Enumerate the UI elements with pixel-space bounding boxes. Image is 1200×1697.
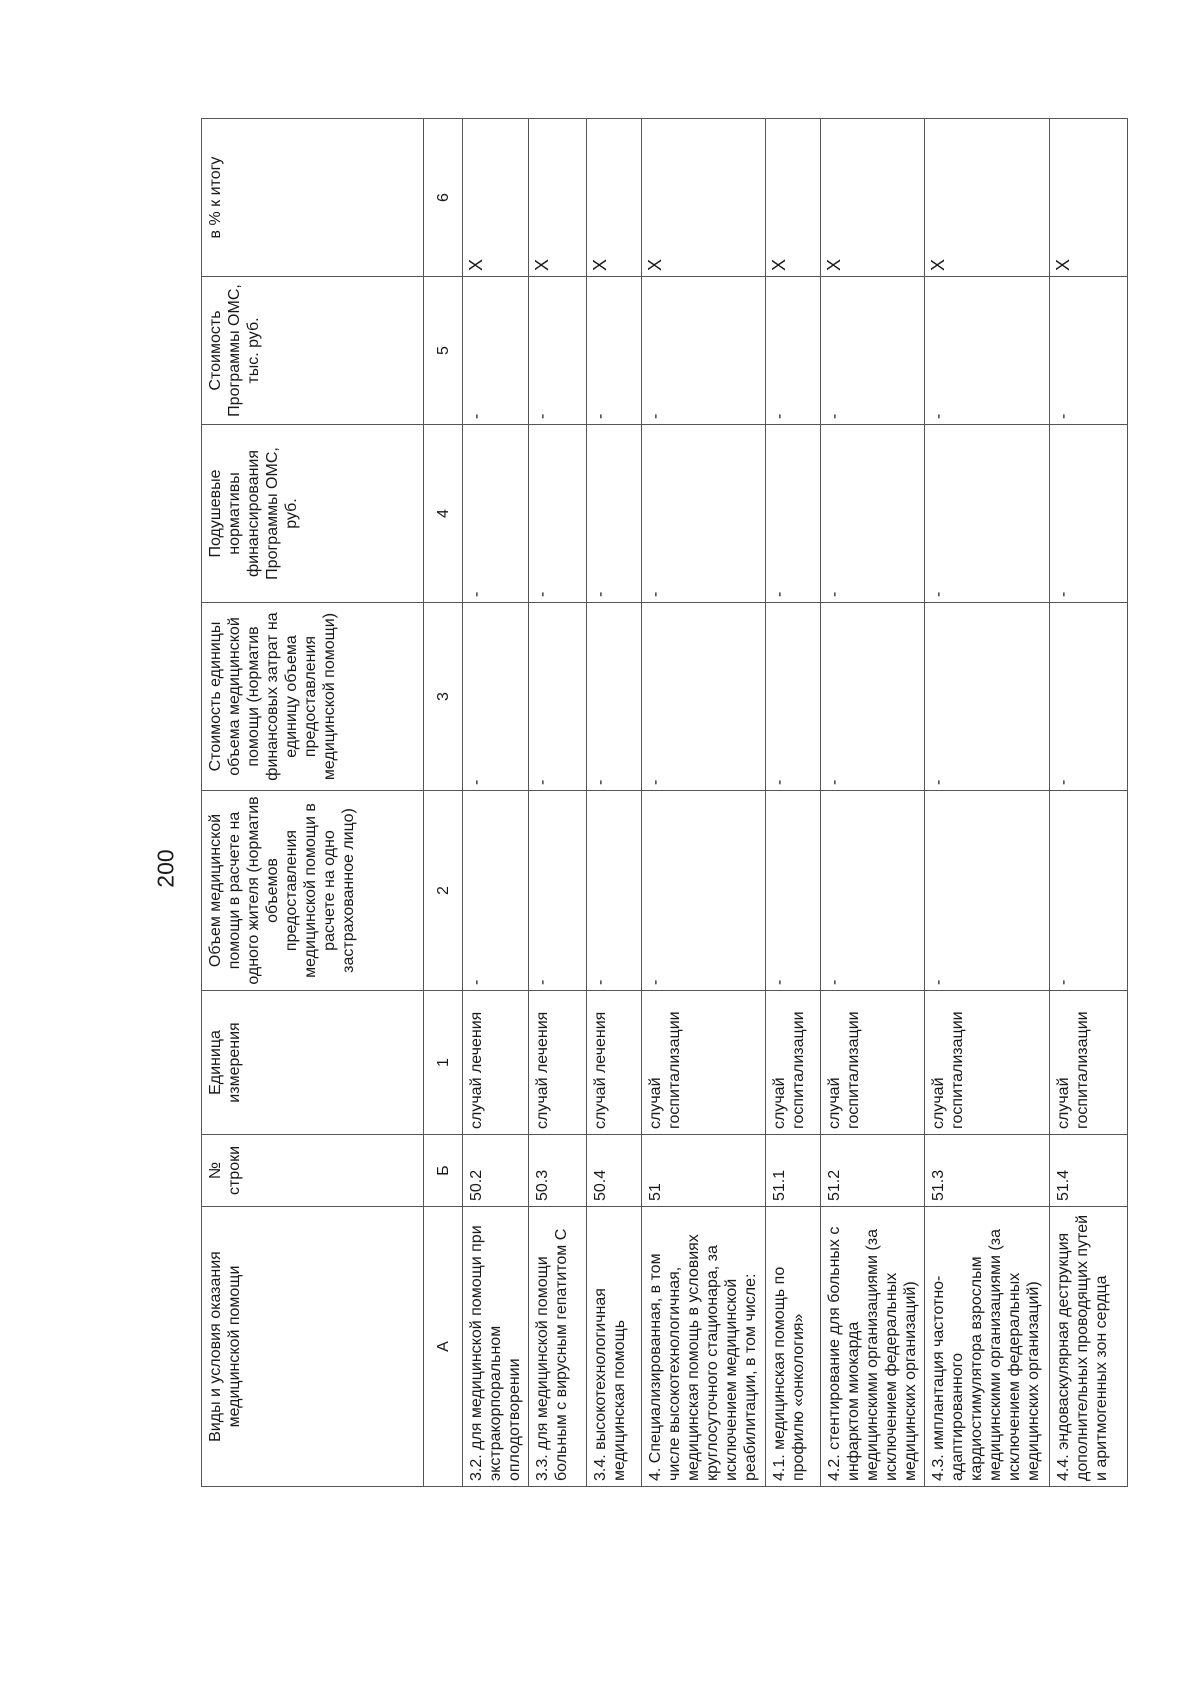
- header-cell: Единица измерения: [202, 991, 424, 1135]
- row-value-cell: -: [821, 277, 925, 425]
- header-cell: в % к итогу: [202, 119, 424, 277]
- row-value-cell: Х: [1050, 119, 1128, 277]
- row-line-cell: 51.3: [925, 1135, 1050, 1207]
- column-number-row: [424, 119, 463, 1487]
- page-number: 200: [152, 849, 179, 888]
- row-line-cell: 51.1: [766, 1135, 821, 1207]
- table-row: [1050, 119, 1128, 1487]
- row-name-cell: 3.4. высокотехнологичная медицинская помощь: [587, 1207, 642, 1487]
- row-unit-cell: случай лечения: [529, 991, 587, 1135]
- table-row: [642, 119, 766, 1487]
- row-value-cell: -: [1050, 277, 1128, 425]
- row-value-cell: -: [529, 603, 587, 791]
- row-value-cell: -: [463, 603, 529, 791]
- row-value-cell: -: [587, 791, 642, 991]
- row-value-cell: -: [1050, 791, 1128, 991]
- column-number-cell: А: [424, 1207, 463, 1487]
- column-number-cell: 2: [424, 791, 463, 991]
- row-value-cell: -: [587, 603, 642, 791]
- row-name-cell: 3.3. для медицинской помощи больным с вирусным гепатитом С: [529, 1207, 587, 1487]
- row-value-cell: -: [587, 277, 642, 425]
- row-unit-cell: случай госпитализации: [766, 991, 821, 1135]
- row-value-cell: Х: [529, 119, 587, 277]
- row-line-cell: 50.3: [529, 1135, 587, 1207]
- row-value-cell: -: [642, 791, 766, 991]
- row-value-cell: -: [821, 425, 925, 603]
- row-unit-cell: случай госпитализации: [821, 991, 925, 1135]
- table-row: [821, 119, 925, 1487]
- row-name-cell: 4.2. стентирование для больных с инфарктом миокарда медицинскими организациями (за исключением федеральных медицинских организаций): [821, 1207, 925, 1487]
- row-value-cell: Х: [766, 119, 821, 277]
- column-number-cell: 3: [424, 603, 463, 791]
- rotated-table-frame: [201, 119, 1146, 1487]
- header-cell: Стоимость Программы ОМС, тыс. руб.: [202, 277, 424, 425]
- row-value-cell: -: [529, 425, 587, 603]
- rotated-table-area: [201, 119, 1146, 1487]
- row-value-cell: -: [766, 277, 821, 425]
- row-name-cell: 4.1. медицинская помощь по профилю «онкология»: [766, 1207, 821, 1487]
- row-unit-cell: случай лечения: [463, 991, 529, 1135]
- row-value-cell: -: [821, 603, 925, 791]
- row-value-cell: -: [925, 603, 1050, 791]
- column-number-cell: 6: [424, 119, 463, 277]
- header-cell: Виды и условия оказания медицинской помощи: [202, 1207, 424, 1487]
- row-line-cell: 50.4: [587, 1135, 642, 1207]
- table-row: [463, 119, 529, 1487]
- row-value-cell: -: [821, 791, 925, 991]
- row-value-cell: Х: [925, 119, 1050, 277]
- column-number-cell: 1: [424, 991, 463, 1135]
- row-value-cell: -: [766, 603, 821, 791]
- row-name-cell: 3.2. для медицинской помощи при экстракорпоральном оплодотворении: [463, 1207, 529, 1487]
- column-number-cell: Б: [424, 1135, 463, 1207]
- header-cell: Подушевые нормативы финансирования Программы ОМС, руб.: [202, 425, 424, 603]
- row-value-cell: -: [529, 791, 587, 991]
- row-name-cell: 4.4. эндоваскулярная деструкция дополнительных проводящих путей и аритмогенных зон сердца: [1050, 1207, 1128, 1487]
- row-value-cell: -: [925, 791, 1050, 991]
- header-row: [202, 119, 424, 1487]
- row-name-cell: 4. Специализированная, в том числе высокотехнологичная, медицинская помощь в условиях круглосуточного стационара, за исключением медицинской реабилитации, в том числе:: [642, 1207, 766, 1487]
- row-value-cell: -: [529, 277, 587, 425]
- header-cell: Стоимость единицы объема медицинской помощи (норматив финансовых затрат на единицу объема предоставления медицинской помощи): [202, 603, 424, 791]
- row-value-cell: -: [642, 277, 766, 425]
- row-value-cell: -: [463, 791, 529, 991]
- row-value-cell: -: [1050, 425, 1128, 603]
- row-unit-cell: случай госпитализации: [925, 991, 1050, 1135]
- row-unit-cell: случай госпитализации: [1050, 991, 1128, 1135]
- row-value-cell: -: [587, 425, 642, 603]
- row-unit-cell: случай госпитализации: [642, 991, 766, 1135]
- row-value-cell: Х: [587, 119, 642, 277]
- row-line-cell: 51: [642, 1135, 766, 1207]
- row-name-cell: 4.3. имплантация частотно-адаптированного кардиостимулятора взрослым медицинскими организациями (за исключением федеральных медицинских организаций): [925, 1207, 1050, 1487]
- row-value-cell: -: [925, 277, 1050, 425]
- row-value-cell: -: [463, 425, 529, 603]
- row-value-cell: -: [766, 425, 821, 603]
- row-value-cell: Х: [642, 119, 766, 277]
- table-row: [925, 119, 1050, 1487]
- row-value-cell: -: [766, 791, 821, 991]
- row-line-cell: 51.4: [1050, 1135, 1128, 1207]
- header-cell: № строки: [202, 1135, 424, 1207]
- row-unit-cell: случай лечения: [587, 991, 642, 1135]
- row-value-cell: -: [642, 425, 766, 603]
- row-value-cell: -: [463, 277, 529, 425]
- column-number-cell: 5: [424, 277, 463, 425]
- row-value-cell: Х: [821, 119, 925, 277]
- row-value-cell: Х: [463, 119, 529, 277]
- table-row: [766, 119, 821, 1487]
- row-line-cell: 50.2: [463, 1135, 529, 1207]
- column-number-cell: 4: [424, 425, 463, 603]
- row-value-cell: -: [642, 603, 766, 791]
- row-value-cell: -: [925, 425, 1050, 603]
- header-cell: Объем медицинской помощи в расчете на одного жителя (норматив объемов предоставления медицинской помощи в расчете на одно застрахованное лицо): [202, 791, 424, 991]
- table-row: [529, 119, 587, 1487]
- row-line-cell: 51.2: [821, 1135, 925, 1207]
- table-row: [587, 119, 642, 1487]
- row-value-cell: -: [1050, 603, 1128, 791]
- medical-care-table: [201, 118, 1128, 1487]
